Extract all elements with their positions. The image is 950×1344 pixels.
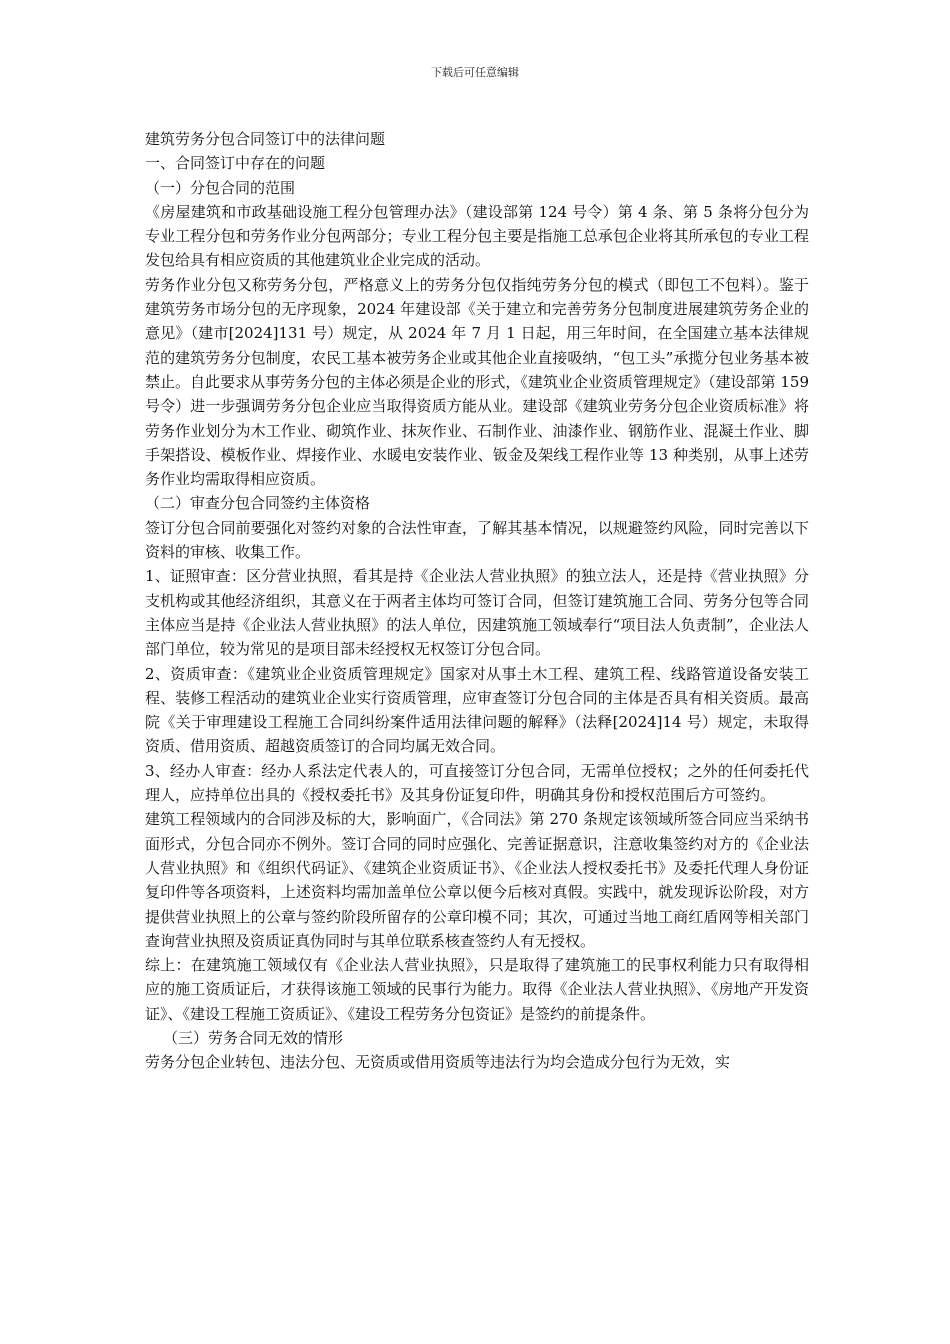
paragraph: 建筑工程领域内的合同涉及标的大，影响面广，《合同法》第 270 条规定该领域所签合同应当采纳书面形式，分包合同亦不例外。签订合同的同时应强化、完善证据意识，注意收集签约对方的《企业法人营业执照》和《组织代码证》、《建筑企业资质证书》、《企业法人授权委托书》及委托代理人身份证复印件等各项资料，上述资料均需加盖单位公章以便今后核对真假。实践中，就发现诉讼阶段，对方提供营业执照上的公章与签约阶段所留存的公章印模不同；其次，可通过当地工商红盾网等相关部门查询营业执照及资质证真伪同时与其单位联系核查签约人有无授权。 (145, 810, 809, 950)
page-header-note: 下载后可任意编辑 (431, 66, 519, 79)
subsection-heading-3: （三）劳务合同无效的情形 (163, 1028, 344, 1047)
paragraph: 3、经办人审查：经办人系法定代表人的，可直接签订分包合同，无需单位授权；之外的任何委托代理人，应持单位出具的《授权委托书》及其身份证复印件，明确其身份和授权范围后方可签约。 (145, 761, 809, 805)
paragraph: 签订分包合同前要强化对签约对象的合法性审查，了解其基本情况，以规避签约风险，同时完善以下资料的审核、收集工作。 (145, 518, 809, 562)
document-title: 建筑劳务分包合同签订中的法律问题 (145, 130, 386, 148)
paragraph: 综上：在建筑施工领域仅有《企业法人营业执照》，只是取得了建筑施工的民事权利能力只有取得相应的施工资质证后，才获得该施工领域的民事行为能力。取得《企业法人营业执照》、《房地产开发资证》、《建设工程施工资质证》、《建设工程劳务分包资证》是签约的前提条件。 (145, 956, 809, 1023)
paragraph: 劳务作业分包又称劳务分包，严格意义上的劳务分包仅指纯劳务分包的模式（即包工不包料）。鉴于建筑劳务市场分包的无序现象，2024 年建设部《关于建立和完善劳务分包制度进展建筑劳务企业的意见》（建市[2024]131 号）规定，从 2024 年 7 月 1 日起，用三年时间，在全国建立基本法律规范的建筑劳务分包制度，农民工基本被劳务企业或其他企业直接吸纳，“包工头”承揽分包业务基本被禁止。自此要求从事劳务分包的主体必须是企业的形式，《建筑业企业资质管理规定》（建设部第 159 号令）进一步强调劳务分包企业应当取得资质方能从业。建设部《建筑业劳务分包企业资质标准》将劳务作业划分为木工作业、砌筑作业、抹灰作业、石制作业、油漆作业、钢筋作业、混凝土作业、脚手架搭设、模板作业、焊接作业、水暖电安装作业、钣金及架线工程作业等 13 种类别，从事上述劳务作业均需取得相应资质。 (145, 275, 809, 489)
section-heading-1: 一、合同签订中存在的问题 (145, 154, 326, 173)
document-body (145, 127, 809, 1075)
paragraph: 2、资质审查：《建筑业企业资质管理规定》国家对从事土木工程、建筑工程、线路管道设备安装工程、装修工程活动的建筑业企业实行资质管理，应审查签订分包合同的主体是否具有相关资质。最高院《关于审理建设工程施工合同纠纷案件适用法律问题的解释》（法释[2024]14 号）规定，未取得资质、借用资质、超越资质签订的合同均属无效合同。 (145, 664, 809, 756)
paragraph: 劳务分包企业转包、违法分包、无资质或借用资质等违法行为均会造成分包行为无效，实 (145, 1053, 731, 1072)
subsection-heading-2: （二）审查分包合同签约主体资格 (145, 494, 371, 513)
paragraph: 1、证照审查：区分营业执照，看其是持《企业法人营业执照》的独立法人，还是持《营业执照》分支机构或其他经济组织，其意义在于两者主体均可签订合同，但签订建筑施工合同、劳务分包等合同主体应当是持《企业法人营业执照》的法人单位，因建筑施工领域奉行“项目法人负责制”，企业法人部门单位，较为常见的是项目部未经授权无权签订分包合同。 (145, 567, 809, 659)
paragraph: 《房屋建筑和市政基础设施工程分包管理办法》（建设部第 124 号令）第 4 条、第 5 条将分包分为专业工程分包和劳务作业分包两部分；专业工程分包主要是指施工总承包企业将其所承包的专业工程发包给具有相应资质的其他建筑业企业完成的活动。 (145, 202, 809, 270)
subsection-heading-1: （一）分包合同的范围 (145, 178, 296, 197)
